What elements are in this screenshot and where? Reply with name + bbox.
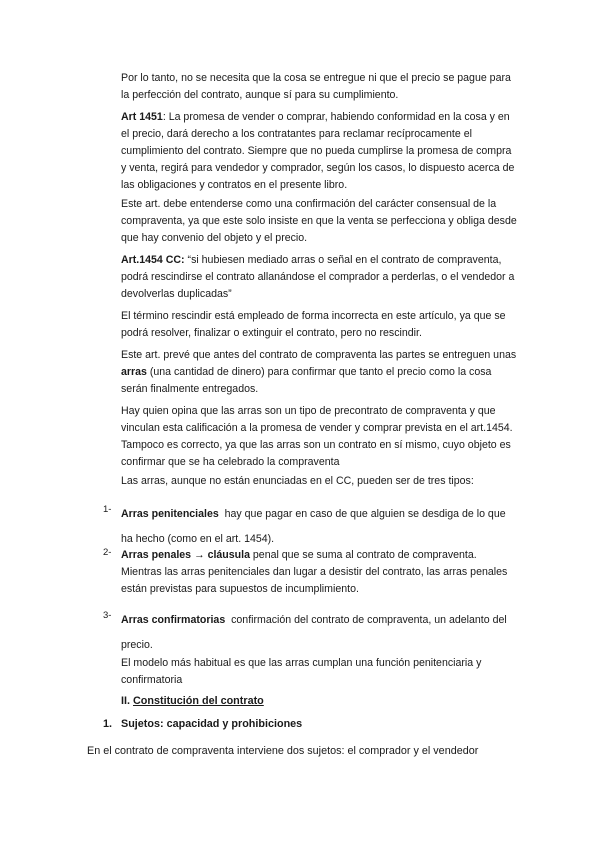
paragraph-6-after: (una cantidad de dinero) para confirmar que tanto el precio como la cosa serán finalmente entregados. bbox=[121, 366, 492, 395]
subsection-heading-text: Sujetos: capacidad y prohibiciones bbox=[121, 718, 303, 730]
paragraph-1: Por lo tanto, no se necesita que la cosa se entregue ni que el precio se pague para la perfección del contrato, aunque sí para su cumplimiento. bbox=[121, 72, 511, 101]
paragraph-6 bbox=[121, 347, 517, 398]
list-item-1-text: hay que pagar en caso de que alguien se desdiga de lo que ha hecho (como en el art. 1454). bbox=[121, 508, 506, 545]
list-item-1-body bbox=[121, 502, 517, 552]
list-number-3: 3- bbox=[103, 610, 112, 621]
list-number-2: 2- bbox=[103, 547, 112, 558]
list-item-2-label: Arras penales bbox=[121, 549, 192, 561]
closing-paragraph: En el contrato de compraventa interviene dos sujetos: el comprador y el vendedor bbox=[87, 745, 479, 757]
list-item-3-label: Arras confirmatorias bbox=[121, 614, 226, 626]
list-item-3-body bbox=[121, 608, 517, 658]
art-1451-label: Art 1451 bbox=[121, 111, 163, 123]
section-heading-number: II. bbox=[121, 695, 130, 707]
art-1451-text: : La promesa de vender o comprar, habiendo conformidad en la cosa y en el precio, dará derecho a los contratantes para reclamar recíprocamente el cumplimiento del contrato. Siempre que no pueda cumplirse la promesa de compra y venta, regirá para vendedor y comprador, según los casos, lo dispuesto acerca de las obligaciones y contratos en el presente libro. bbox=[121, 111, 515, 191]
paragraph-8: Las arras, aunque no están enunciadas en el CC, pueden ser de tres tipos: bbox=[121, 475, 474, 487]
paragraph-art-1454 bbox=[121, 252, 517, 303]
list-item-2-label2: cláusula bbox=[207, 549, 250, 561]
paragraph-art-1451 bbox=[121, 109, 517, 194]
list-item-2-text: penal que se suma al contrato de compraventa. Mientras las arras penitenciales dan lugar a desistir del contrato, las arras penales están previstas para supuestos de incumplimiento. bbox=[121, 549, 508, 595]
paragraph-7: Hay quien opina que las arras son un tipo de precontrato de compraventa y que vinculan esta calificación a la promesa de vender y comprar prevista en el art.1454. Tampoco es correcto, ya que las arras son un contrato en sí mismo, cuyo objeto es confirmar que se ha celebrado la compraventa bbox=[121, 405, 513, 468]
art-1454-label: Art.1454 CC: bbox=[121, 254, 185, 266]
paragraph-3: Este art. debe entenderse como una confirmación del carácter consensual de la compraventa, ya que este solo insiste en que la venta se perfecciona y obliga desde que hay convenio del objeto y el precio. bbox=[121, 198, 517, 244]
subsection-heading bbox=[103, 716, 302, 733]
list-item-2-body bbox=[121, 547, 517, 598]
section-heading bbox=[121, 693, 264, 710]
section-heading-text: Constitución del contrato bbox=[133, 695, 264, 707]
subsection-number: 1. bbox=[103, 718, 113, 730]
paragraph-6-before: Este art. prevé que antes del contrato de compraventa las partes se entreguen unas bbox=[121, 349, 517, 361]
list-number-1: 1- bbox=[103, 504, 112, 515]
art-1454-text: “si hubiesen mediado arras o señal en el contrato de compraventa, podrá rescindirse el contrato allanándose el comprador a perderlas, o el vendedor a devolverlas duplicadas” bbox=[121, 254, 515, 300]
paragraph-6-bold: arras bbox=[121, 366, 147, 378]
paragraph-9: El modelo más habitual es que las arras cumplan una función penitenciaria y confirmatoria bbox=[121, 657, 482, 686]
list-item-3-text: confirmación del contrato de compraventa, un adelanto del precio. bbox=[121, 614, 507, 651]
list-item-1-label: Arras penitenciales bbox=[121, 508, 219, 520]
arrow-right-icon: → bbox=[191, 549, 208, 561]
paragraph-5: El término rescindir está empleado de forma incorrecta en este artículo, ya que se podrá resolver, finalizar o extinguir el contrato, pero no rescindir. bbox=[121, 310, 506, 339]
